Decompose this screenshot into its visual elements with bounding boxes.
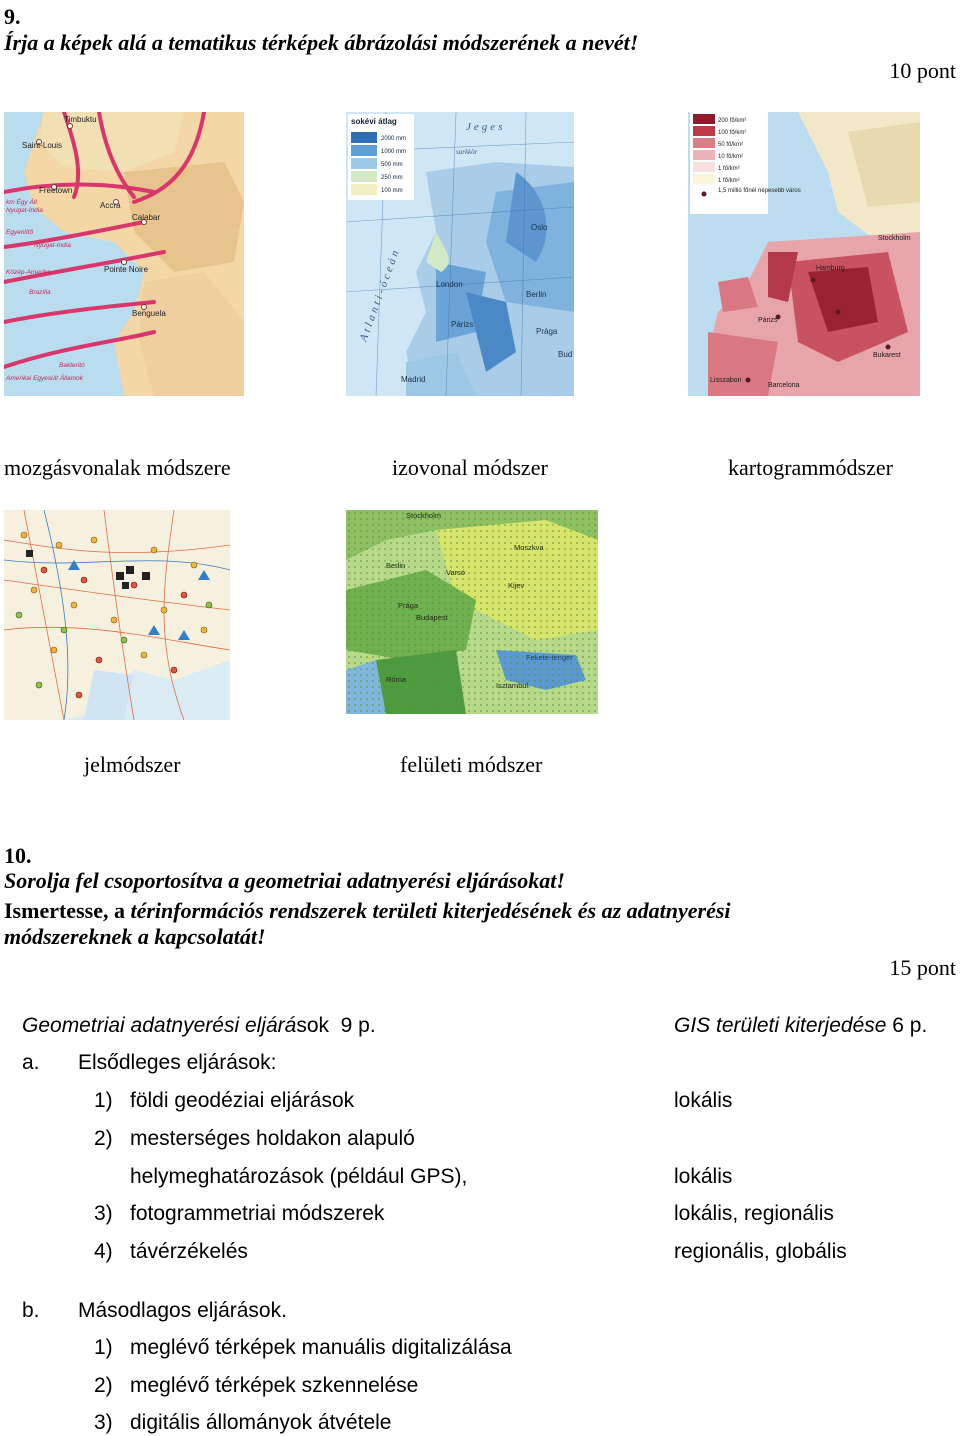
map1-label-2: Freetown [39, 186, 73, 195]
map1-label-13: km Égy Áll. [6, 199, 39, 206]
column-header-left-italic: Geometriai adatnyerési eljárá [22, 1014, 297, 1037]
map-cartogram [688, 112, 920, 396]
column-header-left-plain: sok 9 p. [296, 1014, 376, 1037]
map1-label-5: Pointe Noire [104, 265, 149, 274]
question-10-instruction-2 [4, 898, 864, 950]
secondary-item-num: 1) [94, 1336, 113, 1359]
answer-isolines: izovonal módszer [392, 455, 548, 480]
primary-item-num: 2) [94, 1127, 113, 1150]
map3-label-4: Barcelona [768, 382, 800, 389]
map3-label-5: Lisszabon [710, 377, 742, 384]
map-isolines [346, 112, 574, 396]
secondary-item-num: 2) [94, 1374, 113, 1397]
question-10-number: 10. [4, 843, 32, 868]
map3-legend-5: 1 fő/km² [718, 178, 740, 184]
primary-item-num: 3) [94, 1202, 113, 1225]
map2-legend-2: 500 mm [381, 162, 403, 168]
section-a-marker: a. [22, 1051, 40, 1074]
map5-label-5: Prága [398, 601, 419, 610]
map1-label-0: Timbuktu [64, 115, 97, 124]
map5-label-7: Fekete-tenger [526, 653, 573, 662]
question-10-instruction-1: Sorolja fel csoportosítva a geometriai adatnyerési eljárásokat! [4, 868, 565, 893]
primary-item-text: földi geodéziai eljárások [130, 1089, 355, 1112]
map2-label-7: Jeges [466, 121, 506, 133]
primary-item-num: 4) [94, 1240, 113, 1263]
map2-label-2: Berlin [526, 290, 547, 299]
section-b-title: Másodlagos eljárások. [78, 1299, 287, 1322]
map2-legend-1: 1000 mm [381, 149, 407, 155]
question-10-instruction-2-plain: Ismertesse, a [4, 898, 131, 923]
map2-label-9: Atlanti-óceán [357, 246, 403, 344]
map1-label-14: Nyugat-India [6, 207, 43, 214]
map1-label-12: Amerikai Egyesült Államok [6, 375, 83, 382]
map5-label-2: Berlin [386, 561, 406, 570]
map3-label-0: Stockholm [878, 235, 911, 242]
map3-legend-0: 200 fő/km² [718, 118, 747, 124]
secondary-item-text: meglévő térképek szkennelése [130, 1374, 419, 1397]
map2-label-3: Párizs [451, 320, 474, 329]
map2-legend-0: 2000 mm [381, 136, 407, 142]
map3-legend-3: 10 fő/km² [718, 154, 744, 160]
answer-symbols: jelmódszer [84, 752, 181, 777]
secondary-item-text: meglévő térképek manuális digitalizálása [130, 1336, 512, 1359]
map3-label-2: Párizs [758, 317, 778, 324]
primary-item-text: mesterséges holdakon alapuló [130, 1127, 415, 1150]
primary-item-extent: lokális [674, 1165, 733, 1188]
primary-item-extent: regionális, globális [674, 1240, 847, 1263]
map3-legend-6: 1,5 millió főnél népesebb város [718, 188, 801, 194]
section-b-marker: b. [22, 1299, 40, 1322]
column-header-right-italic: GIS területi kiterjedése [674, 1014, 887, 1037]
map-flow-lines [4, 112, 244, 396]
map2-label-6: Madrid [401, 375, 426, 384]
map-symbols [4, 510, 230, 720]
section-a-title: Elsődleges eljárások: [78, 1051, 277, 1074]
map5-label-8: Róma [386, 675, 407, 684]
answer-surface: felületi módszer [400, 752, 543, 777]
map1-label-11: Bakteritó [59, 362, 85, 369]
map5-label-0: Stockholm [406, 511, 442, 520]
answer-flow-lines: mozgásvonalak módszere [4, 455, 231, 480]
map5-label-6: Budapest [416, 613, 448, 622]
question-9-points: 10 pont [889, 58, 956, 83]
map1-label-10: Brazília [29, 289, 51, 296]
map1-label-4: Calabar [132, 213, 161, 222]
map5-label-9: Isztambul [496, 681, 529, 690]
secondary-item-num: 3) [94, 1411, 113, 1434]
column-header-right [674, 1013, 927, 1039]
primary-item-extent: lokális, regionális [674, 1202, 834, 1225]
map2-label-0: Oslo [531, 223, 548, 232]
answer-cartogram: kartogrammódszer [728, 455, 893, 480]
map5-label-1: Moszkva [514, 543, 544, 552]
map5-label-4: Kijev [508, 581, 525, 590]
map3-legend-1: 100 fő/km² [718, 130, 747, 136]
map2-label-8: sarkkör [456, 148, 478, 156]
question-10-points: 15 pont [889, 955, 956, 980]
question-10-instruction-2-italic: térinformációs rendszerek területi kiterjedésének és az adatnyerési módszereknek a kapcsolatát! [4, 898, 731, 949]
map2-legend-4: 100 mm [381, 188, 403, 194]
map3-label-3: Bukarest [873, 352, 901, 359]
map3-legend-2: 50 fő/km² [718, 142, 744, 148]
map3-legend-4: 1 fő/km² [718, 166, 740, 172]
map2-label-1: London [436, 280, 463, 289]
map1-label-1: Saint-Louis [22, 141, 63, 150]
map2-legend-title: sokévi átlag [351, 117, 397, 126]
primary-item-text: távérzékelés [130, 1240, 248, 1263]
primary-item-text: helymeghatározások (például GPS), [130, 1165, 468, 1188]
question-9-instruction: Írja a képek alá a tematikus térképek ábrázolási módszerének a nevét! [4, 30, 639, 55]
column-header-left [22, 1013, 376, 1039]
primary-item-num: 1) [94, 1089, 113, 1112]
map2-label-5: Bud [558, 350, 573, 359]
map3-label-1: Hamburg [816, 265, 845, 272]
secondary-item-text: digitális állományok átvétele [130, 1411, 392, 1434]
map5-label-3: Varsó [446, 568, 466, 577]
map-surface [346, 510, 598, 714]
map1-label-8: Nyugat-India [34, 242, 71, 249]
map1-label-7: Egyenlítő [6, 229, 34, 236]
primary-item-extent: lokális [674, 1089, 733, 1112]
question-9-number: 9. [4, 4, 21, 29]
map1-label-6: Benguela [132, 309, 166, 318]
map2-label-4: Prága [536, 327, 558, 336]
primary-item-text: fotogrammetriai módszerek [130, 1202, 385, 1225]
map1-label-9: Közép-Amerika [6, 269, 51, 276]
map1-label-3: Accra [100, 201, 121, 210]
column-header-right-plain: 6 p. [886, 1014, 928, 1037]
map2-legend-3: 250 mm [381, 175, 403, 181]
